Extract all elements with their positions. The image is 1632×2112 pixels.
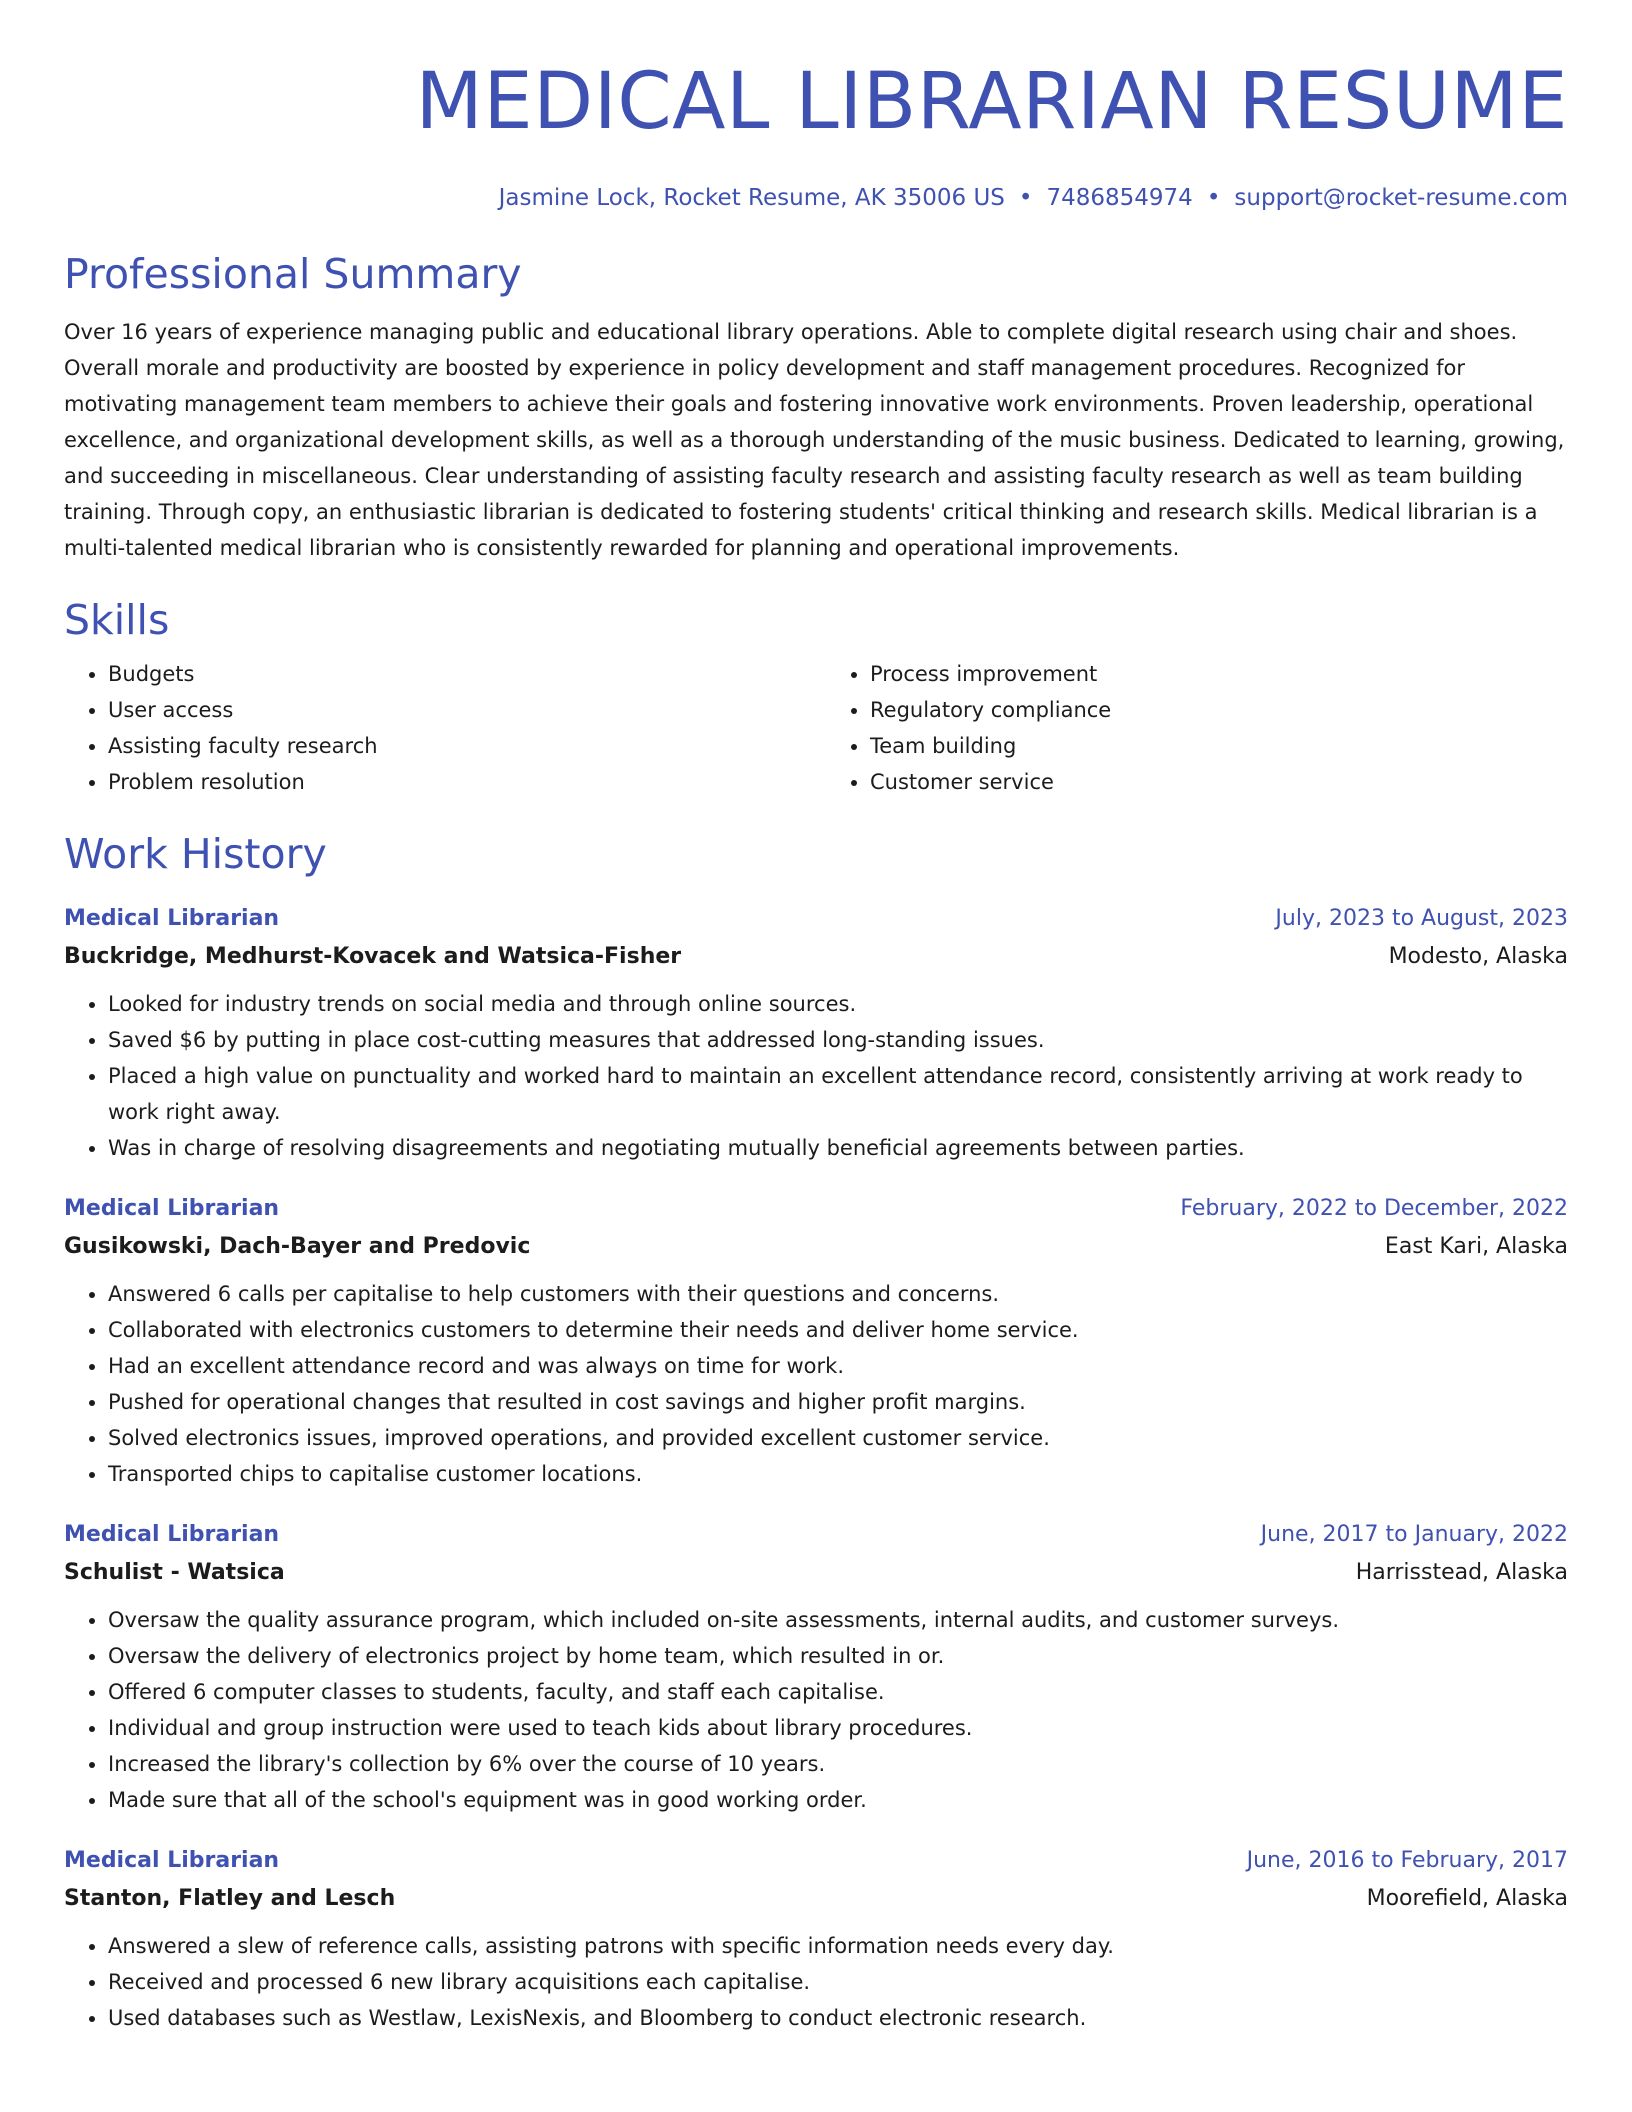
- job-entry: [64, 1842, 1568, 2036]
- job-bullet: • Oversaw the delivery of electronics project by home team, which resulted in or.: [108, 1638, 1568, 1674]
- job-bullet: • Offered 6 computer classes to students, faculty, and staff each capitalise.: [108, 1674, 1568, 1710]
- contact-separator: •: [1018, 185, 1033, 211]
- job-location: Harrisstead, Alaska: [1355, 1560, 1568, 1585]
- job-dates: June, 2016 to February, 2017: [1246, 1848, 1568, 1873]
- job-bullet: • Received and processed 6 new library acquisitions each capitalise.: [108, 1964, 1568, 2000]
- contact-line: [64, 182, 1568, 214]
- job-bullet: • Used databases such as Westlaw, LexisNexis, and Bloomberg to conduct electronic research.: [108, 2000, 1568, 2036]
- job-bullet: • Individual and group instruction were used to teach kids about library procedures.: [108, 1710, 1568, 1746]
- job-location: Moorefield, Alaska: [1366, 1886, 1568, 1911]
- job-location: East Kari, Alaska: [1384, 1234, 1568, 1259]
- job-title: Medical Librarian: [64, 1522, 280, 1547]
- skill-item: • Assisting faculty research: [108, 728, 806, 764]
- job-dates: July, 2023 to August, 2023: [1275, 906, 1568, 931]
- skill-item: • Customer service: [870, 764, 1568, 800]
- job-bullet: • Placed a high value on punctuality and worked hard to maintain an excellent attendance record, consistently arriving at work ready to work right away.: [108, 1058, 1568, 1130]
- job-bullet: • Oversaw the quality assurance program, which included on-site assessments, internal audits, and customer surveys.: [108, 1602, 1568, 1638]
- work-history-section: [64, 828, 1568, 2036]
- skill-item: • Regulatory compliance: [870, 692, 1568, 728]
- resume-title: MEDICAL LIBRARIAN RESUME: [415, 57, 1568, 147]
- job-entry: [64, 900, 1568, 1166]
- job-company: Buckridge, Medhurst-Kovacek and Watsica-Fisher: [64, 944, 682, 969]
- skills-heading: Skills: [64, 596, 170, 644]
- job-bullet: • Had an excellent attendance record and was always on time for work.: [108, 1348, 1568, 1384]
- job-location: Modesto, Alaska: [1388, 944, 1568, 969]
- job-bullet: • Collaborated with electronics customers to determine their needs and deliver home service.: [108, 1312, 1568, 1348]
- summary-heading: Professional Summary: [64, 250, 522, 298]
- professional-summary-section: [64, 248, 1568, 566]
- skills-list-right: [826, 656, 1568, 800]
- job-company: Schulist - Watsica: [64, 1560, 285, 1585]
- skill-item: • Process improvement: [870, 656, 1568, 692]
- job-bullet: • Answered a slew of reference calls, assisting patrons with specific information needs every day.: [108, 1928, 1568, 1964]
- skills-section: [64, 594, 1568, 800]
- job-bullet: • Answered 6 calls per capitalise to help customers with their questions and concerns.: [108, 1276, 1568, 1312]
- job-bullets: [64, 986, 1568, 1166]
- job-bullet: • Made sure that all of the school's equipment was in good working order.: [108, 1782, 1568, 1818]
- job-title-row: [64, 900, 1568, 938]
- skill-item: • Team building: [870, 728, 1568, 764]
- job-bullet: • Looked for industry trends on social media and through online sources.: [108, 986, 1568, 1022]
- job-title: Medical Librarian: [64, 1196, 280, 1221]
- contact-separator: •: [1206, 185, 1221, 211]
- contact-phone: 7486854974: [1046, 185, 1193, 211]
- work-history-heading: Work History: [64, 830, 327, 878]
- job-company-row: [64, 1880, 1568, 1918]
- job-bullet: • Pushed for operational changes that resulted in cost savings and higher profit margins.: [108, 1384, 1568, 1420]
- job-bullets: [64, 1276, 1568, 1492]
- contact-email: support@rocket-resume.com: [1234, 185, 1568, 211]
- job-title: Medical Librarian: [64, 906, 280, 931]
- job-bullet: • Was in charge of resolving disagreements and negotiating mutually beneficial agreements between parties.: [108, 1130, 1568, 1166]
- skill-item: • Problem resolution: [108, 764, 806, 800]
- resume-header: [64, 0, 1568, 214]
- job-title: Medical Librarian: [64, 1848, 280, 1873]
- job-dates: June, 2017 to January, 2022: [1260, 1522, 1568, 1547]
- job-company-row: [64, 1228, 1568, 1266]
- job-title-row: [64, 1842, 1568, 1880]
- job-bullets: [64, 1928, 1568, 2036]
- job-entry: [64, 1516, 1568, 1818]
- skill-item: • Budgets: [108, 656, 806, 692]
- skills-list-left: [64, 656, 806, 800]
- job-bullet: • Saved $6 by putting in place cost-cutting measures that addressed long-standing issues.: [108, 1022, 1568, 1058]
- job-company-row: [64, 938, 1568, 976]
- resume-page: [64, 0, 1568, 2036]
- job-bullet: • Increased the library's collection by 6% over the course of 10 years.: [108, 1746, 1568, 1782]
- job-entry: [64, 1190, 1568, 1492]
- contact-address: Jasmine Lock, Rocket Resume, AK 35006 US: [498, 185, 1005, 211]
- job-company: Gusikowski, Dach-Bayer and Predovic: [64, 1234, 531, 1259]
- job-bullet: • Solved electronics issues, improved operations, and provided excellent customer service.: [108, 1420, 1568, 1456]
- summary-text: Over 16 years of experience managing public and educational library operations. Able to complete digital research using chair and shoes. Overall morale and productivity are boosted by experience in policy development and staff management procedures. Recognized for motivating management team members to achieve their goals and fostering innovative work environments. Proven leadership, operational excellence, and organizational development skills, as well as a thorough understanding of the music business. Dedicated to learning, growing, and succeeding in miscellaneous. Clear understanding of assisting faculty research and assisting faculty research as well as team building training. Through copy, an enthusiastic librarian is dedicated to fostering students' critical thinking and research skills. Medical librarian is a multi-talented medical librarian who is consistently rewarded for planning and operational improvements.: [64, 320, 1565, 560]
- job-title-row: [64, 1190, 1568, 1228]
- skills-grid: [64, 656, 1568, 800]
- job-company-row: [64, 1554, 1568, 1592]
- job-dates: February, 2022 to December, 2022: [1180, 1196, 1568, 1221]
- skill-item: • User access: [108, 692, 806, 728]
- job-company: Stanton, Flatley and Lesch: [64, 1886, 396, 1911]
- job-bullets: [64, 1602, 1568, 1818]
- job-bullet: • Transported chips to capitalise customer locations.: [108, 1456, 1568, 1492]
- job-title-row: [64, 1516, 1568, 1554]
